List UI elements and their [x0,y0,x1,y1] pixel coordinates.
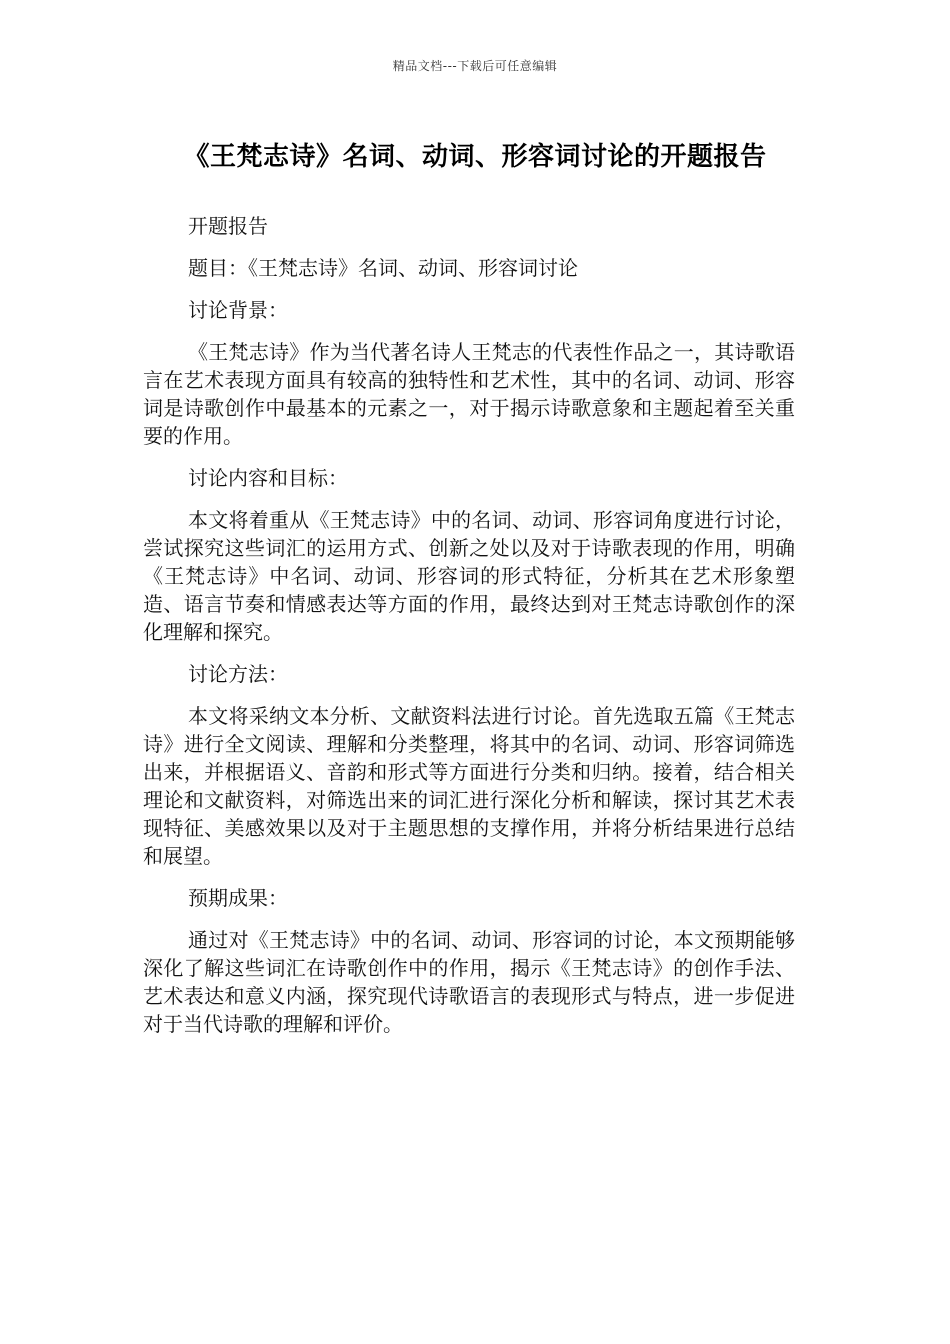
expected-results-paragraph: 通过对《王梵志诗》中的名词、动词、形容词的讨论，本文预期能够深化了解这些词汇在诗歌创作中的作用，揭示《王梵志诗》的创作手法、艺术表达和意义内涵，探究现代诗歌语言的表现形式与特点，进一步促进对于当代诗歌的理解和评价。 [143,928,795,1036]
background-paragraph: 《王梵志诗》作为当代著名诗人王梵志的代表性作品之一，其诗歌语言在艺术表现方面具有较高的独特性和艺术性，其中的名词、动词、形容词是诗歌创作中最基本的元素之一，对于揭示诗歌意象和主题起着至关重要的作用。 [143,340,795,448]
section-heading-method: 讨论方法： [188,662,288,686]
section-heading-expected-results: 预期成果： [188,886,288,910]
header-note: 精品文档---下载后可任意编辑 [392,59,558,73]
section-heading-content-goals: 讨论内容和目标： [188,466,348,490]
section-label-report: 开题报告 [188,214,268,238]
document-title: 《王梵志诗》名词、动词、形容词讨论的开题报告 [183,142,767,172]
document-body [143,212,795,1052]
method-paragraph: 本文将采纳文本分析、文献资料法进行讨论。首先选取五篇《王梵志诗》进行全文阅读、理解和分类整理，将其中的名词、动词、形容词筛选出来，并根据语义、音韵和形式等方面进行分类和归纳。接着，结合相关理论和文献资料，对筛选出来的词汇进行深化分析和解读，探讨其艺术表现特征、美感效果以及对于主题思想的支撑作用，并将分析结果进行总结和展望。 [143,704,795,868]
section-heading-background: 讨论背景： [188,298,288,322]
topic-line: 题目：《王梵志诗》名词、动词、形容词讨论 [188,256,578,280]
content-goals-paragraph: 本文将着重从《王梵志诗》中的名词、动词、形容词角度进行讨论，尝试探究这些词汇的运用方式、创新之处以及对于诗歌表现的作用，明确《王梵志诗》中名词、动词、形容词的形式特征，分析其在艺术形象塑造、语言节奏和情感表达等方面的作用，最终达到对王梵志诗歌创作的深化理解和探究。 [143,508,795,644]
